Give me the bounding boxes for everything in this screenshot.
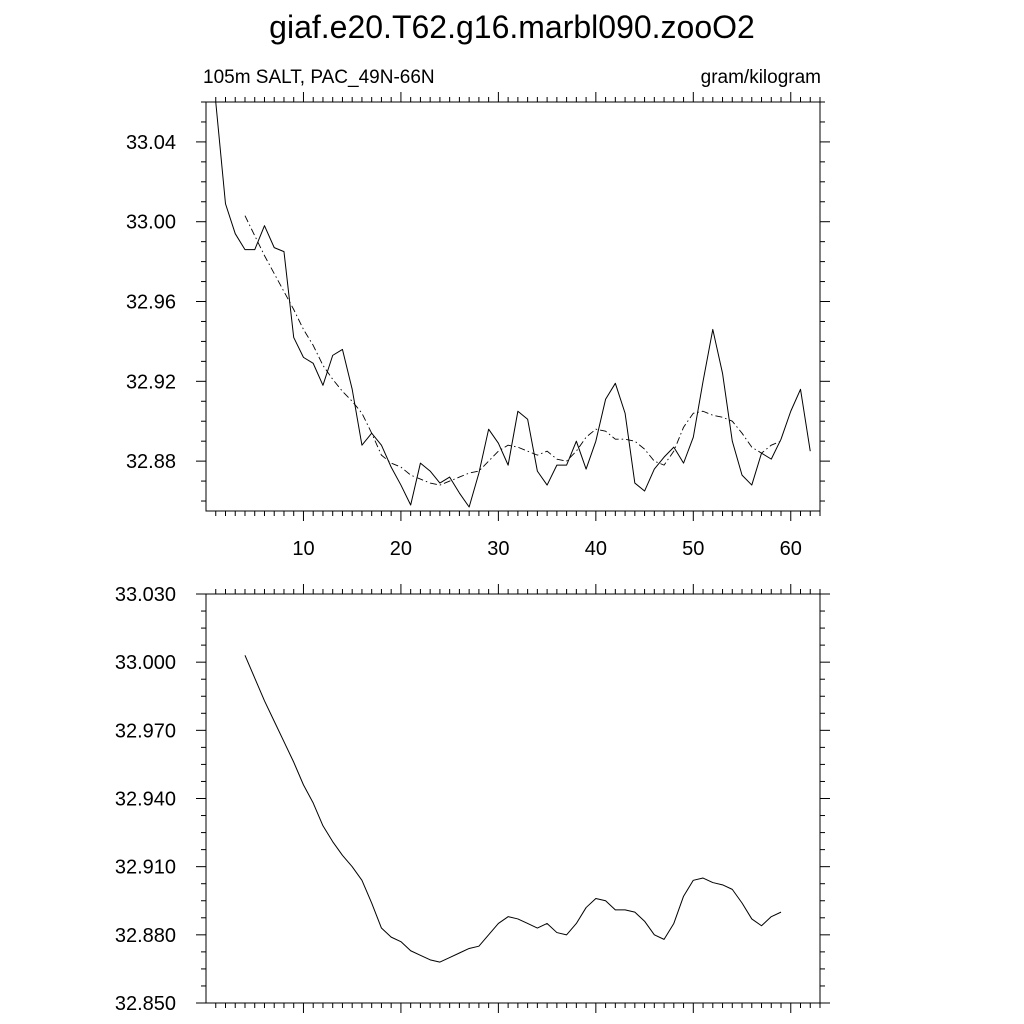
right-subtitle: gram/kilogram: [700, 67, 821, 88]
tick-marks: [196, 584, 830, 1013]
y-tick-label: 32.880: [114, 924, 176, 947]
x-tick-label: 10: [292, 538, 315, 560]
plot-frame: [206, 102, 820, 511]
y-tick-label: 32.970: [114, 720, 176, 743]
left-subtitle: 105m SALT, PAC_49N-66N: [203, 67, 435, 88]
y-tick-label: 33.00: [125, 211, 176, 234]
y-tick-label: 32.940: [114, 788, 176, 811]
y-tick-label: 32.92: [125, 371, 176, 394]
bottom-panel: [115, 584, 830, 1015]
series-line: [216, 102, 811, 507]
series-line: [245, 655, 781, 962]
y-tick-label: 32.850: [114, 993, 176, 1015]
y-tick-label: 32.88: [125, 451, 176, 474]
y-tick-label: 32.910: [114, 856, 176, 879]
top-panel: [126, 92, 830, 560]
x-tick-label: 60: [779, 538, 802, 560]
tick-marks: [196, 92, 830, 521]
y-tick-label: 32.96: [125, 291, 176, 314]
chart-title: giaf.e20.T62.g16.marbl090.zooO2: [269, 9, 755, 45]
running-mean-line: [245, 216, 781, 485]
y-tick-label: 33.030: [114, 584, 176, 606]
x-tick-label: 30: [487, 538, 510, 560]
x-tick-label: 40: [584, 538, 607, 560]
y-tick-label: 33.000: [114, 652, 176, 675]
plot-frame: [206, 594, 820, 1003]
x-tick-label: 50: [682, 538, 705, 560]
y-tick-label: 33.04: [125, 131, 176, 154]
x-tick-label: 20: [389, 538, 413, 560]
